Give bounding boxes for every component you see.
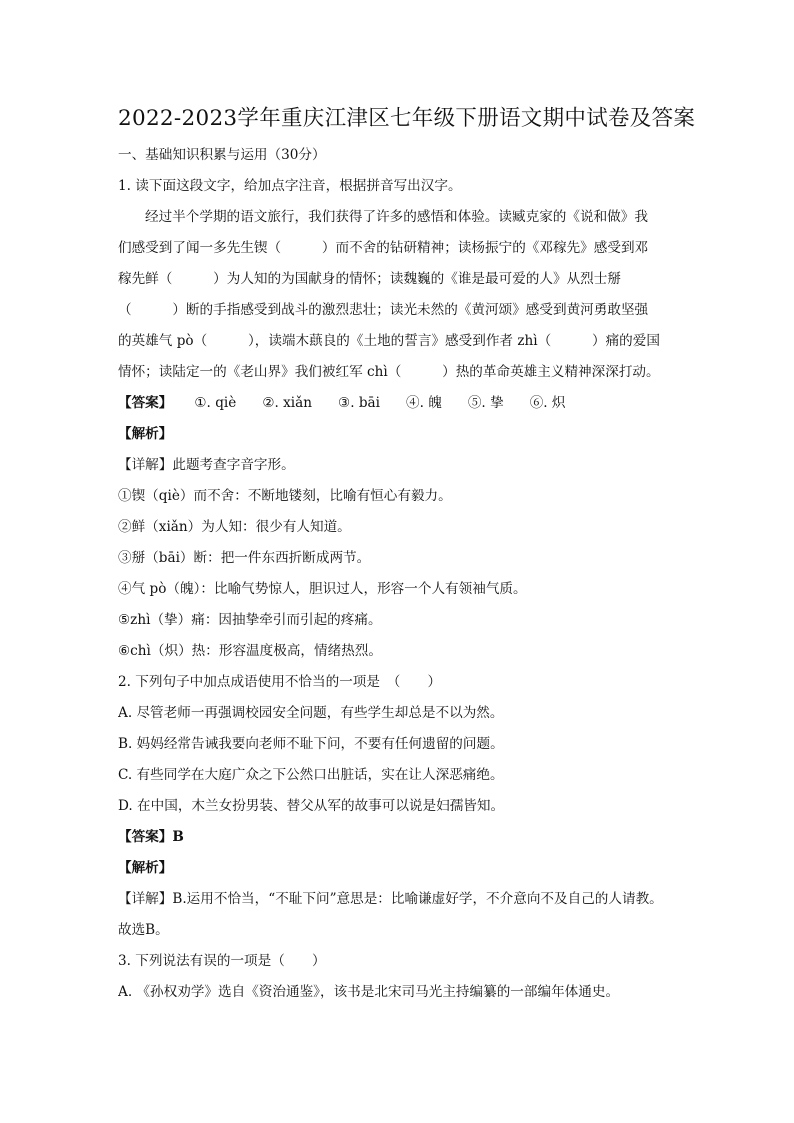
question-1-passage-line: （ ）断的手指感受到战斗的激烈悲壮；读光未然的《黄河颂》感受到黄河勇敢坚强 bbox=[118, 302, 649, 318]
document-title: 2022-2023学年重庆江津区七年级下册语文期中试卷及答案 bbox=[118, 106, 696, 131]
analysis-label: 【解析】 bbox=[118, 860, 173, 876]
question-2-option-a: A. 尽管老师一再强调校园安全问题，有些学生却总是不以为然。 bbox=[118, 705, 504, 721]
explanation-item: ①锲（qiè）而不舍：不断地镂刻，比喻有恒心有毅力。 bbox=[118, 488, 452, 504]
question-2-option-c: C. 有些同学在大庭广众之下公然口出脏话，实在让人深恶痛绝。 bbox=[118, 767, 504, 783]
explanation-item: ②鲜（xiǎn）为人知：很少有人知道。 bbox=[118, 519, 351, 535]
question-1-passage-line: 经过半个学期的语文旅行，我们获得了许多的感悟和体验。读臧克家的《说和做》我 bbox=[145, 209, 648, 225]
answer-item: ②. xiǎn bbox=[262, 395, 313, 411]
question-1-passage-line: 的英雄气 pò（ ），读端木蕻良的《土地的誓言》感受到作者 zhì（ ）痛的爱国 bbox=[118, 333, 660, 349]
question-2-answer: 【答案】B bbox=[118, 829, 184, 845]
answer-item: ③. bāi bbox=[338, 395, 380, 411]
question-3-prompt: 3. 下列说法有误的一项是（ ） bbox=[118, 953, 326, 969]
question-2-prompt: 2. 下列句子中加点成语使用不恰当的一项是 （ ） bbox=[118, 674, 442, 690]
question-1-passage-line: 们感受到了闻一多先生锲（ ）而不舍的钻研精神；读杨振宁的《邓稼先》感受到邓 bbox=[118, 240, 649, 256]
question-2-option-d: D. 在中国，木兰女扮男装、替父从军的故事可以说是妇孺皆知。 bbox=[118, 798, 505, 814]
detail-line: 【详解】此题考查字音字形。 bbox=[118, 457, 295, 473]
answer-item: ④. 魄 bbox=[406, 395, 442, 411]
question-1-prompt: 1. 读下面这段文字，给加点字注音，根据拼音写出汉字。 bbox=[118, 178, 462, 194]
answer-item: ⑥. 炽 bbox=[529, 395, 566, 411]
detail-line: 【详解】B.运用不恰当，“不耻下问”意思是：比喻谦虚好学，不介意向不及自己的人请教。 bbox=[118, 891, 663, 907]
analysis-label: 【解析】 bbox=[118, 426, 173, 442]
explanation-item: ④气 pò（魄）：比喻气势惊人，胆识过人，形容一个人有领袖气质。 bbox=[118, 581, 527, 597]
conclusion-line: 故选B。 bbox=[118, 922, 169, 938]
explanation-item: ③掰（bāi）断：把一件东西折断成两节。 bbox=[118, 550, 371, 566]
explanation-item: ⑤zhì（挚）痛：因抽挚牵引而引起的疼痛。 bbox=[118, 612, 382, 628]
answer-item: ①. qiè bbox=[194, 395, 237, 411]
explanation-item: ⑥chì（炽）热：形容温度极高，情绪热烈。 bbox=[118, 643, 382, 659]
question-1-answer-row bbox=[118, 388, 694, 419]
answer-label: 【答案】 bbox=[118, 395, 173, 411]
question-2-option-b: B. 妈妈经常告诫我要向老师不耻下问，不要有任何遗留的问题。 bbox=[118, 736, 504, 752]
answer-item: ⑤. 挚 bbox=[467, 395, 504, 411]
question-1-passage-line: 情怀；读陆定一的《老山界》我们被红军 chì（ ）热的革命英雄主义精神深深打动。 bbox=[118, 364, 660, 380]
section-heading: 一、基础知识积累与运用（30分） bbox=[118, 147, 326, 163]
question-3-option-a: A. 《孙权劝学》选自《资治通鉴》，该书是北宋司马光主持编纂的一部编年体通史。 bbox=[118, 984, 620, 1000]
question-1-passage-line: 稼先鲜（ ）为人知的为国献身的情怀；读魏巍的《谁是最可爱的人》从烈士掰 bbox=[118, 271, 621, 287]
